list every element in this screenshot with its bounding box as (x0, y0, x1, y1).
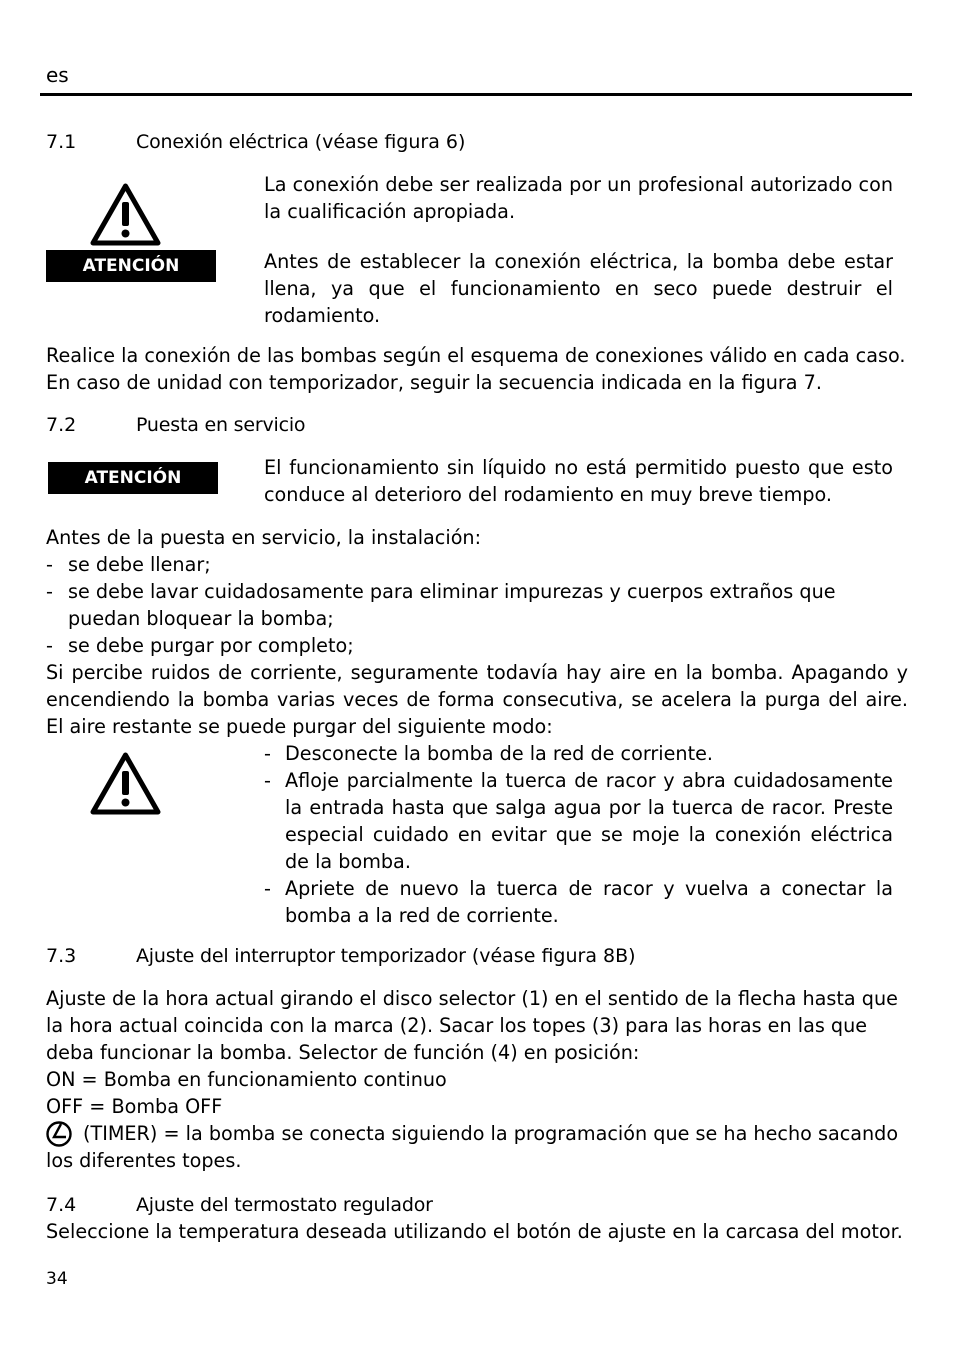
section-7-3-off-line: OFF = Bomba OFF (46, 1095, 223, 1118)
warning-triangle-icon (89, 181, 162, 247)
list-item: - Desconecte la bomba de la red de corriente. (264, 742, 713, 765)
section-7-4-number: 7.4 (46, 1194, 77, 1216)
section-7-4-title: Ajuste del termostato regulador (136, 1194, 433, 1216)
section-7-3-on-line: ON = Bomba en funcionamiento continuo (46, 1068, 447, 1091)
warning-label-atencion-2: ATENCIÓN (48, 462, 218, 494)
section-7-1-para-1: La conexión debe ser realizada por un profesional autorizado con la cualificación apropiada. (264, 173, 893, 223)
page-number: 34 (46, 1269, 68, 1289)
list-item: - se debe llenar; (46, 553, 211, 576)
section-7-3-paragraph: Ajuste de la hora actual girando el disco selector (1) en el sentido de la flecha hasta que la hora actual coincida con la marca (2). Sacar los topes (3) para las horas en las que deba funcionar la bomba. Selector de función (4) en posición: (46, 987, 898, 1064)
section-7-3-figure-note: (véase figura 8B) (465, 945, 636, 967)
section-7-1-heading (136, 129, 896, 156)
section-7-2-paragraph: Si percibe ruidos de corriente, seguramente todavía hay aire en la bomba. Apagando y encendiendo la bomba varias veces de forma consecutiva, se acelera la purga del aire. El aire restante se puede purgar del siguiente modo: (46, 661, 908, 738)
warning-label-atencion: ATENCIÓN (46, 250, 216, 282)
list-item: - se debe purgar por completo; (46, 634, 354, 657)
section-7-1-figure-note: (véase figura 6) (308, 131, 466, 153)
section-7-3-title: Ajuste del interruptor temporizador (136, 945, 466, 967)
section-7-4-paragraph: Seleccione la temperatura deseada utilizando el botón de ajuste en la carcasa del motor. (46, 1220, 903, 1243)
language-code: es (46, 63, 69, 87)
list-item: - se debe lavar cuidadosamente para eliminar impurezas y cuerpos extraños que puedan bloquear la bomba; (46, 580, 836, 630)
section-7-1-number: 7.1 (46, 131, 77, 153)
section-7-2-list (46, 551, 908, 659)
section-7-3-heading (136, 943, 896, 970)
header-rule (40, 93, 912, 96)
section-7-1-title: Conexión eléctrica (136, 131, 309, 153)
section-7-2-warning-text: El funcionamiento sin líquido no está permitido puesto que esto conduce al deterioro del rodamiento en muy breve tiempo. (264, 456, 893, 506)
section-7-2-title: Puesta en servicio (136, 414, 306, 436)
section-7-1-body-line-1: Realice la conexión de las bombas según el esquema de conexiones válido en cada caso. (46, 344, 906, 367)
section-7-3-number: 7.3 (46, 945, 77, 967)
warning-triangle-icon-2 (89, 750, 162, 816)
section-7-1-para-2: Antes de establecer la conexión eléctrica, la bomba debe estar llena, ya que el funcionamiento en seco puede destruir el rodamiento. (264, 250, 893, 327)
section-7-2-steps (264, 740, 893, 929)
section-7-1-body-line-2: En caso de unidad con temporizador, seguir la secuencia indicada en la figura 7. (46, 371, 822, 394)
list-item: - Apriete de nuevo la tuerca de racor y vuelva a conectar la bomba a la red de corriente. (264, 877, 893, 927)
list-item: - Afloje parcialmente la tuerca de racor y abra cuidadosamente la entrada hasta que salga agua por la tuerca de racor. Preste especial cuidado en evitar que se moje la conexión eléctrica de la bomba. (264, 769, 893, 873)
section-7-2-intro: Antes de la puesta en servicio, la instalación: (46, 526, 482, 549)
section-7-3-timer-line: (TIMER) = la bomba se conecta siguiendo la programación que se ha hecho sacando los diferentes topes. (46, 1122, 899, 1172)
section-7-2-number: 7.2 (46, 414, 77, 436)
